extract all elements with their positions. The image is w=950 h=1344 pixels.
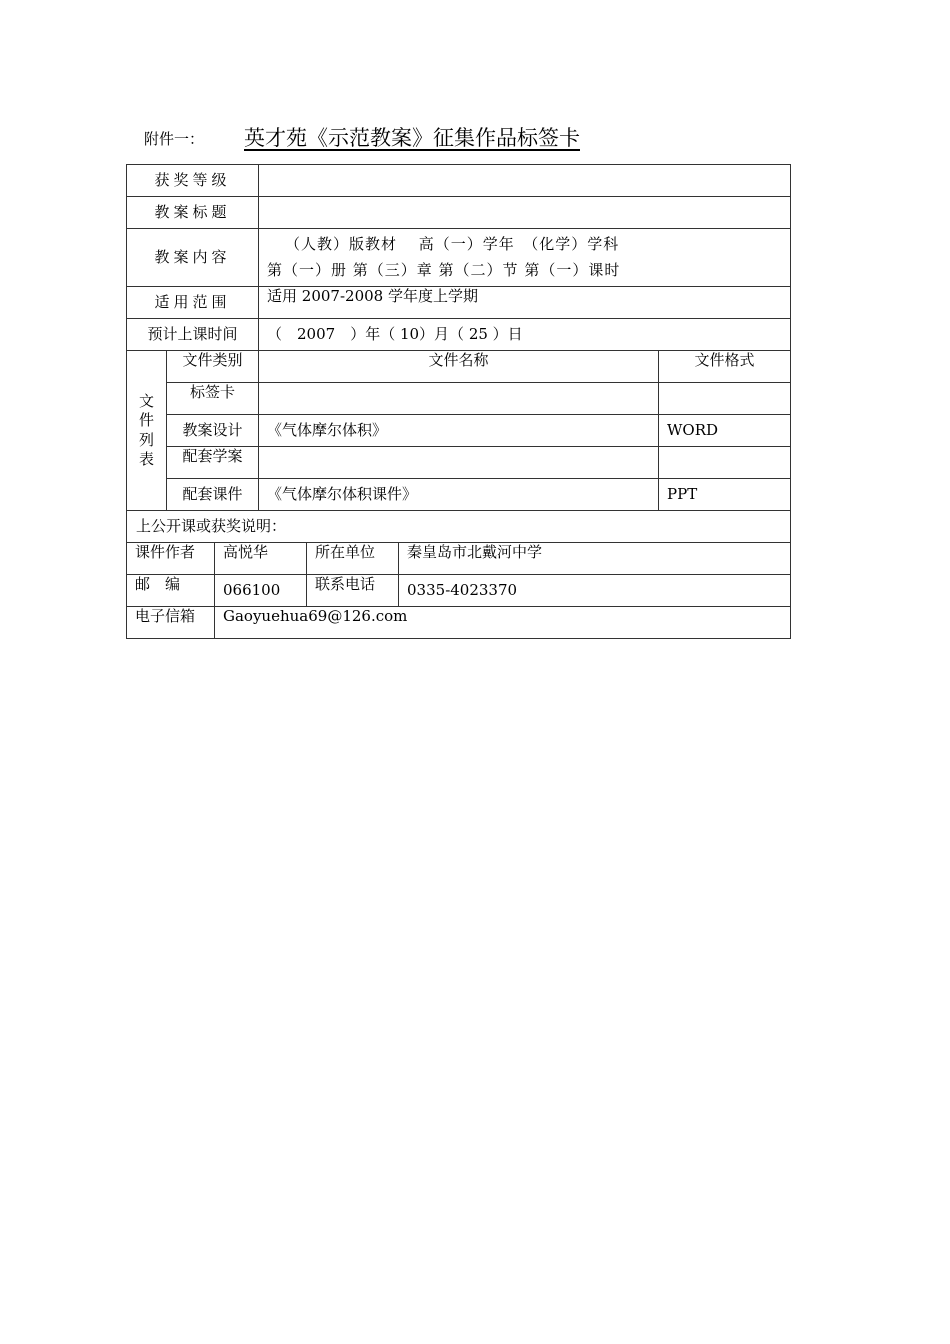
postcode-row: [127, 575, 791, 607]
document-title: 英才苑《示范教案》征集作品标签卡: [244, 126, 580, 150]
side-char: 表: [138, 450, 154, 468]
scope-label: 适用范围: [127, 287, 259, 319]
award-level-value: [259, 165, 791, 197]
lesson-content-line1: （人教）版教材 高（一）学年 （化学）学科: [285, 234, 620, 253]
file-name-cell: [259, 383, 659, 415]
postcode-value: 066100: [215, 575, 307, 607]
file-type-cell: 标签卡: [167, 383, 259, 415]
file-format-cell: PPT: [659, 479, 791, 511]
file-row: [127, 383, 791, 415]
file-row: [127, 447, 791, 479]
unit-value: 秦皇岛市北戴河中学: [399, 543, 791, 575]
scope-row: [127, 287, 791, 319]
award-level-row: [127, 165, 791, 197]
email-value: Gaoyuehua69@126.com: [215, 607, 791, 639]
planned-time-row: [127, 319, 791, 351]
postcode-label: 邮 编: [127, 575, 215, 607]
email-row: [127, 607, 791, 639]
lesson-title-value: [259, 197, 791, 229]
file-row: [127, 415, 791, 447]
notes-label: 上公开课或获奖说明：: [127, 511, 791, 543]
award-level-label: 获奖等级: [127, 165, 259, 197]
lesson-content-line2: 第（一）册 第（三）章 第（二）节 第（一）课时: [267, 261, 621, 279]
email-label: 电子信箱: [127, 607, 215, 639]
attachment-label: 附件一：: [144, 130, 205, 148]
file-row: [127, 479, 791, 511]
file-name-cell: 《气体摩尔体积课件》: [259, 479, 659, 511]
file-format-cell: [659, 447, 791, 479]
file-name-cell: [259, 447, 659, 479]
author-row: [127, 543, 791, 575]
phone-value: 0335-4023370: [399, 575, 791, 607]
file-format-cell: [659, 383, 791, 415]
side-char: 件: [138, 411, 154, 429]
label-card-form: [126, 164, 791, 639]
lesson-title-row: [127, 197, 791, 229]
unit-label: 所在单位: [307, 543, 399, 575]
author-label: 课件作者: [127, 543, 215, 575]
file-format-header: 文件格式: [659, 351, 791, 383]
side-char: 列: [138, 430, 154, 449]
file-list-header-row: [127, 351, 791, 383]
file-name-header: 文件名称: [259, 351, 659, 383]
file-type-cell: 配套学案: [167, 447, 259, 479]
file-name-cell: 《气体摩尔体积》: [259, 415, 659, 447]
author-value: 高悦华: [215, 543, 307, 575]
lesson-content-value: [259, 229, 791, 287]
planned-time-label: 预计上课时间: [127, 319, 259, 351]
file-format-cell: WORD: [659, 415, 791, 447]
side-char: 文: [138, 391, 154, 410]
file-list-side-label: [127, 351, 167, 511]
scope-value: 适用 2007-2008 学年度上学期: [259, 287, 791, 319]
file-type-cell: 教案设计: [167, 415, 259, 447]
lesson-content-row: [127, 229, 791, 287]
file-type-cell: 配套课件: [167, 479, 259, 511]
file-type-header: 文件类别: [167, 351, 259, 383]
lesson-content-label: 教案内容: [127, 229, 259, 287]
planned-time-value: （ 2007 ）年（ 10）月（ 25 ）日: [259, 319, 791, 351]
lesson-title-label: 教案标题: [127, 197, 259, 229]
page-header: [144, 118, 844, 158]
notes-row: [127, 511, 791, 543]
phone-label: 联系电话: [307, 575, 399, 607]
